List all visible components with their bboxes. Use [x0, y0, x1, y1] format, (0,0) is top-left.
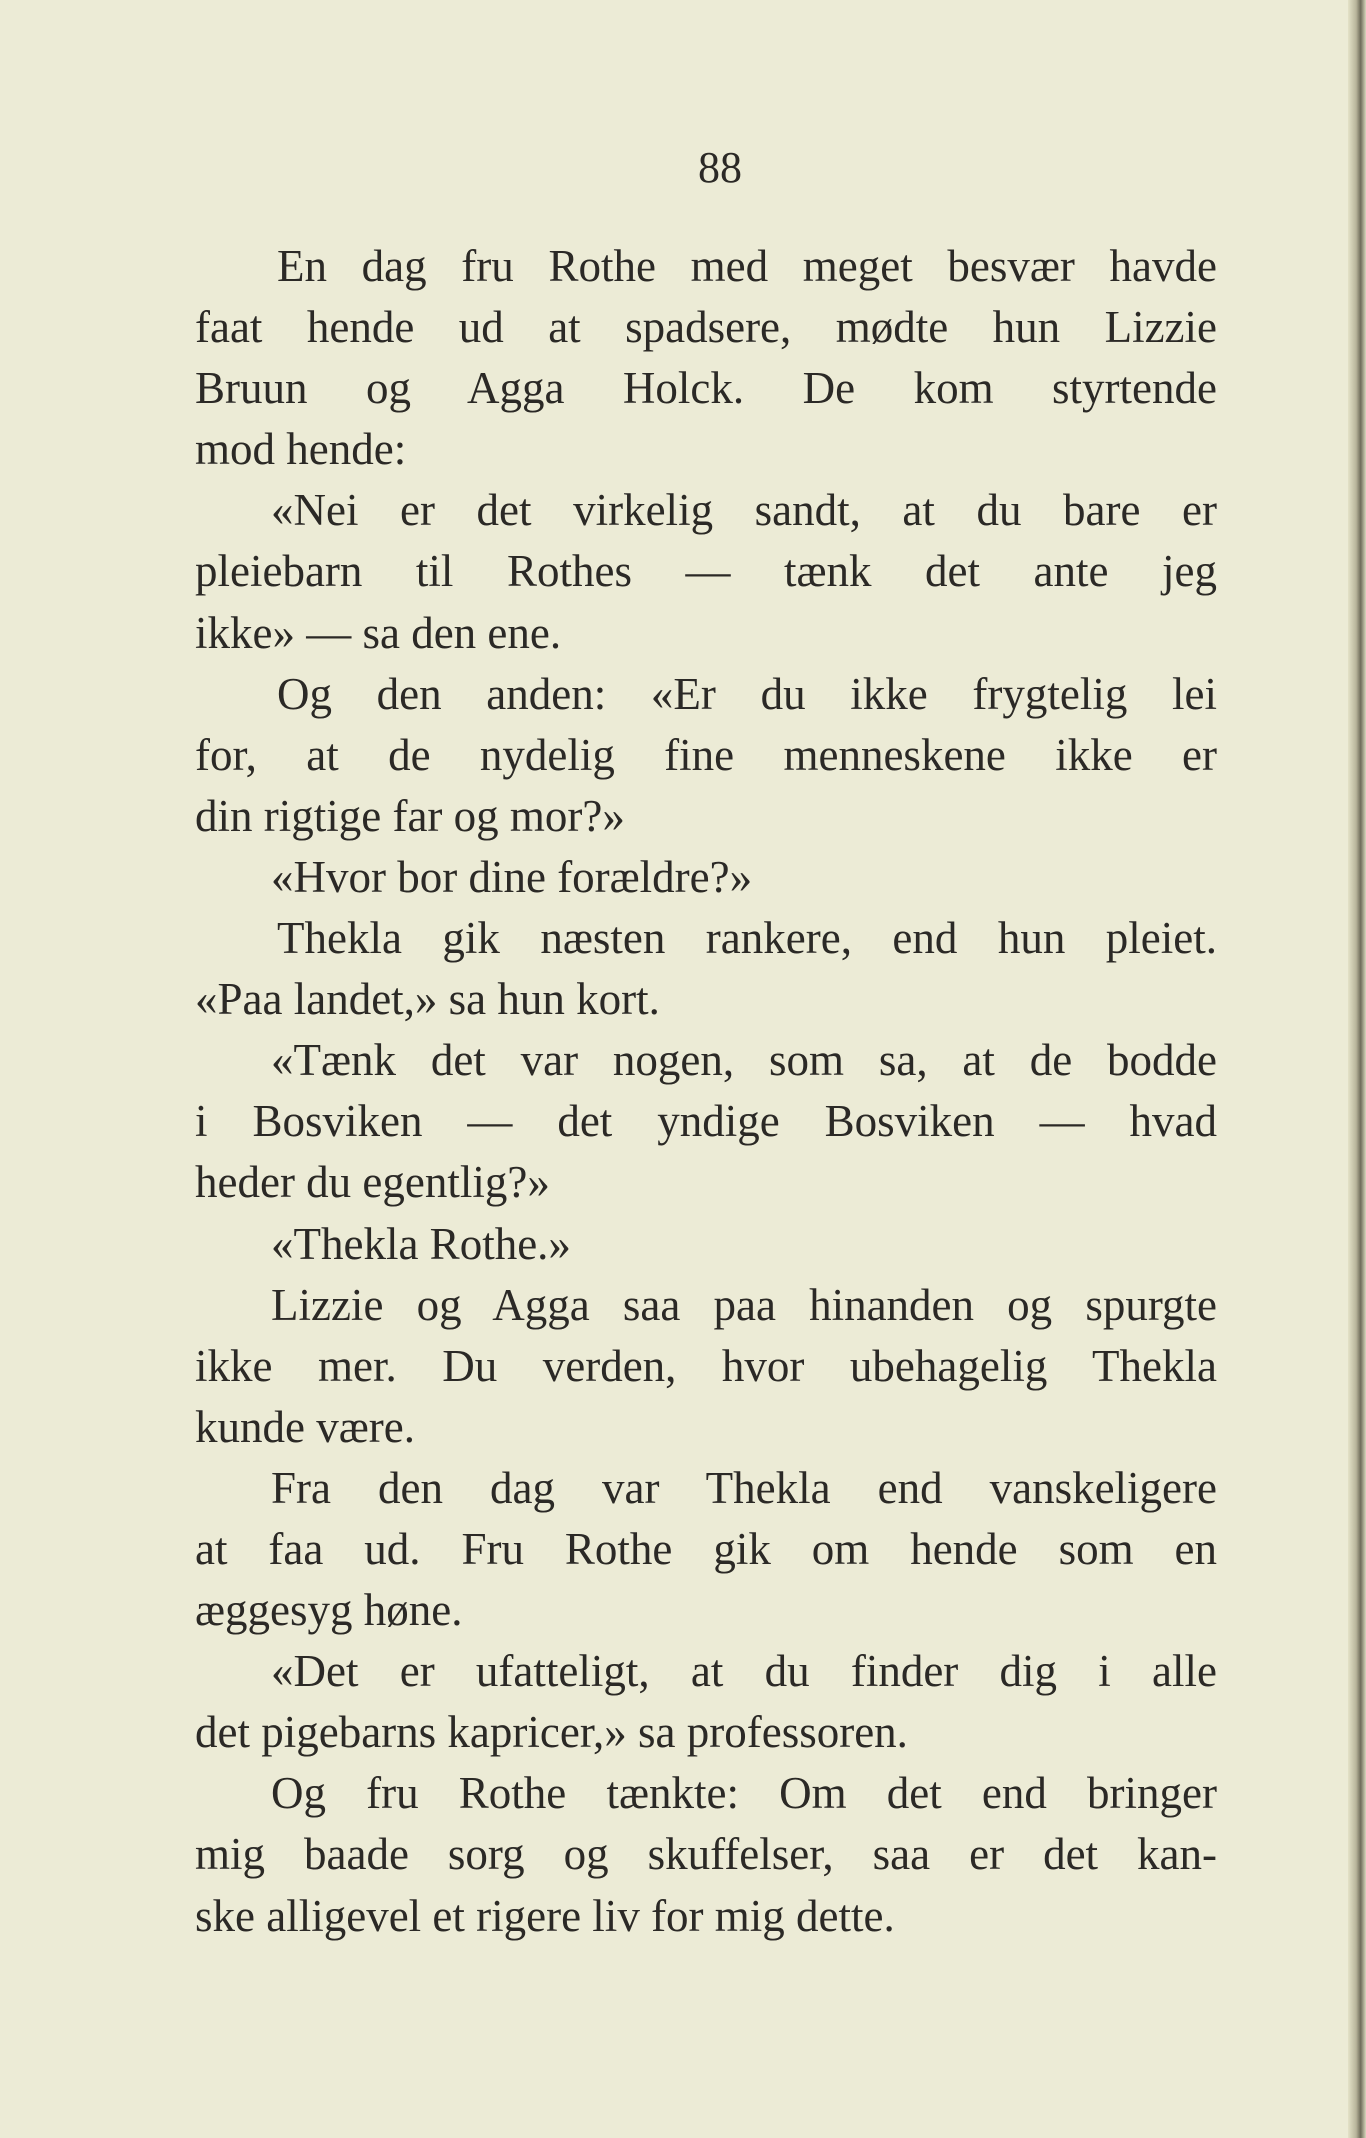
- text-line: faat hende ud at spadsere, mødte hun Lizzie: [195, 302, 1217, 353]
- page-edge: [1348, 0, 1366, 2138]
- text-line: «Paa landet,» sa hun kort.: [195, 974, 660, 1025]
- text-line: En dag fru Rothe med meget besvær havde: [277, 241, 1217, 291]
- text-line: ikke» — sa den ene.: [195, 607, 562, 658]
- text-line: Og fru Rothe tænkte: Om det end bringer: [271, 1768, 1217, 1819]
- text-line: æggesyg høne.: [195, 1585, 463, 1636]
- text-line: «Det er ufatteligt, at du finder dig i alle: [271, 1646, 1217, 1697]
- text-line: for, at de nydelig fine menneskene ikke er: [195, 729, 1217, 780]
- text-line: pleiebarn til Rothes — tænk det ante jeg: [195, 546, 1217, 597]
- text-line: Og den anden: «Er du ikke frygtelig lei: [277, 668, 1217, 719]
- text-line: heder du egentlig?»: [195, 1157, 550, 1208]
- text-line: «Nei er det virkelig sandt, at du bare er: [271, 485, 1217, 536]
- text-line: mod hende:: [195, 424, 407, 475]
- text-line: Bruun og Agga Holck. De kom styrtende: [195, 363, 1217, 414]
- text-line: i Bosviken — det yndige Bosviken — hvad: [195, 1096, 1217, 1147]
- text-line: «Tænk det var nogen, som sa, at de bodde: [271, 1035, 1217, 1086]
- text-line: ikke mer. Du verden, hvor ubehagelig Thekla: [195, 1340, 1217, 1391]
- text-line: det pigebarns kapricer,» sa professoren.: [195, 1707, 908, 1758]
- text-line: kunde være.: [195, 1401, 415, 1452]
- page-number: 88: [698, 143, 742, 192]
- text-line: at faa ud. Fru Rothe gik om hende som en: [195, 1523, 1217, 1574]
- text-line: «Hvor bor dine forældre?»: [271, 851, 753, 902]
- text-line: Fra den dag var Thekla end vanskeligere: [271, 1462, 1217, 1513]
- text-line: Lizzie og Agga saa paa hinanden og spurgte: [271, 1279, 1217, 1330]
- text-line: mig baade sorg og skuffelser, saa er det kan-: [195, 1829, 1217, 1880]
- text-line: din rigtige far og mor?»: [195, 790, 625, 841]
- body-text: [195, 236, 1217, 1947]
- text-line: Thekla gik næsten rankere, end hun pleiet.: [277, 913, 1217, 964]
- text-line: ske alligevel et rigere liv for mig dette.: [195, 1890, 895, 1941]
- text-line: «Thekla Rothe.»: [271, 1218, 571, 1269]
